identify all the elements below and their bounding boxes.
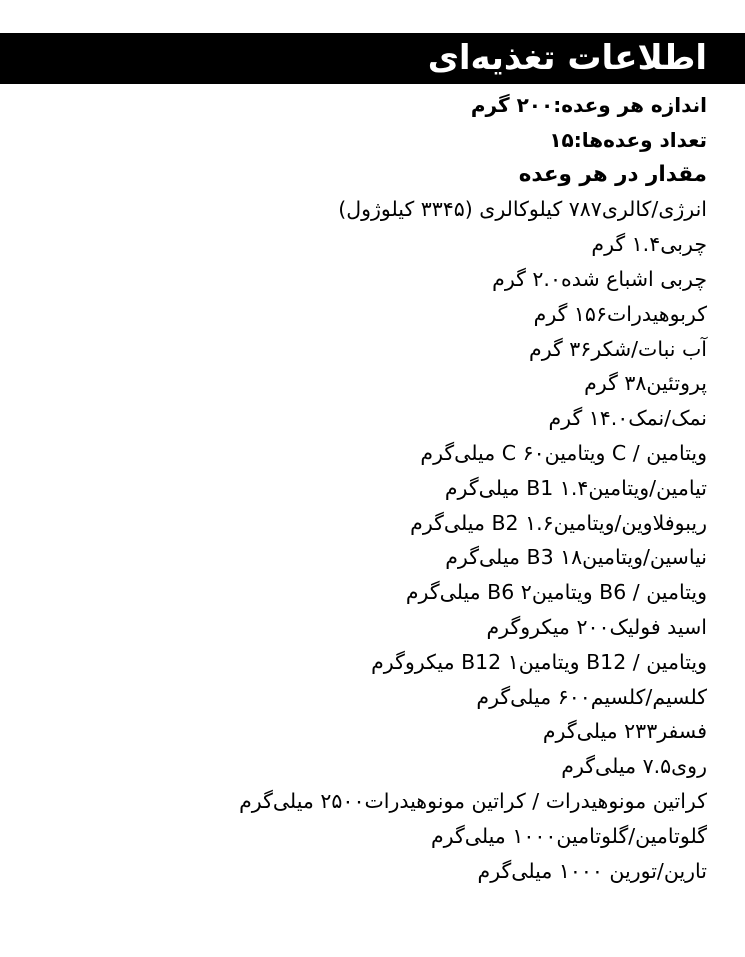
nutrient-protein: پروتئین۳۸ گرم xyxy=(584,371,707,396)
nutrient-creatine: کراتین مونوهیدرات / کراتین مونوهیدرات۲۵۰۰ میلی‌گرم xyxy=(239,788,707,813)
nutrient-fat: چربی۱.۴ گرم xyxy=(591,232,707,257)
nutrient-vitamin-b12: ویتامین / B12 ویتامینB12 ۱ میکروگرم xyxy=(371,649,707,674)
nutrient-energy: انرژی/کالری۷۸۷ کیلوکالری (۳۳۴۵ کیلوژول) xyxy=(338,197,707,222)
servings-count: تعداد وعده‌ها:۱۵ xyxy=(549,127,707,152)
nutrient-vitamin-b3: نیاسین/ویتامینB3 ۱۸ میلی‌گرم xyxy=(445,545,707,570)
nutrient-zinc: روی۷.۵ میلی‌گرم xyxy=(561,754,707,779)
nutrient-glutamine: گلوتامین/گلوتامین۱۰۰۰ میلی‌گرم xyxy=(430,823,707,848)
nutrient-saturated-fat: چربی اشباع شده۲.۰ گرم xyxy=(492,266,707,291)
nutrition-rows xyxy=(0,84,745,888)
nutrition-title: اطلاعات تغذیه‌ای xyxy=(0,33,745,84)
nutrient-vitamin-b6: ویتامین / B6 ویتامینB6 ۲ میلی‌گرم xyxy=(405,580,707,605)
nutrient-vitamin-c: ویتامین / C ویتامینC ۶۰ میلی‌گرم xyxy=(420,440,707,465)
nutrition-facts-panel xyxy=(0,33,745,888)
nutrient-vitamin-b1: تیامین/ویتامینB1 ۱.۴ میلی‌گرم xyxy=(444,475,707,500)
nutrient-sugar: آب نبات/شکر۳۶ گرم xyxy=(529,336,707,361)
nutrient-vitamin-b2: ریبوفلاوین/ویتامینB2 ۱.۶ میلی‌گرم xyxy=(410,510,707,535)
nutrient-carbohydrate: کربوهیدرات۱۵۶ گرم xyxy=(533,301,707,326)
nutrient-phosphorus: فسفر۲۳۳ میلی‌گرم xyxy=(542,719,707,744)
nutrient-salt: نمک/نمک۱۴.۰ گرم xyxy=(548,406,707,431)
nutrient-folic-acid: اسید فولیک۲۰۰ میکروگرم xyxy=(486,614,707,639)
nutrient-calcium: کلسیم/کلسیم۶۰۰ میلی‌گرم xyxy=(476,684,707,709)
nutrient-taurine: تارین/تورین ۱۰۰۰ میلی‌گرم xyxy=(477,858,707,883)
serving-size: اندازه هر وعده:۲۰۰ گرم xyxy=(470,93,707,117)
per-serving-heading: مقدار در هر وعده xyxy=(518,161,707,187)
